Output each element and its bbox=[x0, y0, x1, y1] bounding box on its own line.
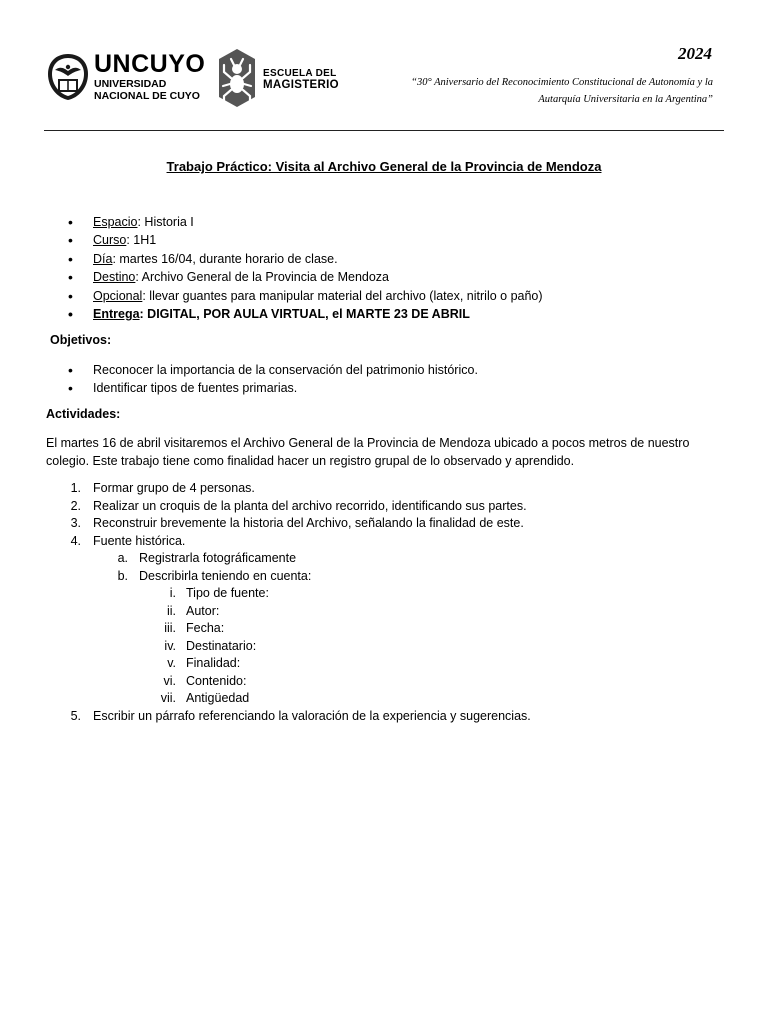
activity-number: 5. bbox=[70, 708, 81, 723]
objetivo-item: • Reconocer la importancia de la conservación del patrimonio histórico. bbox=[46, 361, 478, 379]
activity-number: iii. bbox=[164, 621, 176, 635]
info-value: : 1H1 bbox=[126, 233, 157, 248]
activity-item bbox=[46, 708, 726, 726]
activity-item bbox=[46, 638, 726, 656]
info-item-curso bbox=[46, 231, 726, 249]
activity-number: vi. bbox=[163, 673, 176, 688]
activity-item bbox=[46, 515, 726, 533]
activity-text: Autor: bbox=[186, 603, 220, 618]
activity-number: iv. bbox=[164, 638, 176, 653]
activities-list bbox=[46, 480, 726, 725]
objetivos-heading: Objetivos: bbox=[50, 333, 112, 347]
activity-text: Escribir un párrafo referenciando la valoración de la experiencia y sugerencias. bbox=[93, 708, 531, 723]
activity-number: 2. bbox=[70, 498, 81, 513]
objetivos-list bbox=[46, 361, 478, 398]
activity-item bbox=[46, 498, 726, 516]
info-key: Destino bbox=[93, 270, 136, 285]
info-value: : martes 16/04, durante horario de clase. bbox=[112, 251, 338, 266]
info-value: : Historia I bbox=[137, 215, 194, 229]
activity-item bbox=[46, 620, 726, 638]
uncuyo-logo bbox=[46, 52, 216, 104]
activity-text: Destinatario: bbox=[186, 638, 257, 653]
anniversary-line-1: “30° Aniversario del Reconocimiento Constitucional de Autonomía y la bbox=[411, 77, 713, 88]
info-item-espacio bbox=[46, 213, 726, 231]
info-item-opcional bbox=[46, 287, 726, 305]
activity-text: Fuente histórica. bbox=[93, 533, 186, 548]
activity-item bbox=[46, 568, 726, 586]
activity-text: Contenido: bbox=[186, 673, 247, 688]
activity-text: Fecha: bbox=[186, 621, 225, 635]
escuela-line-1: ESCUELA DEL bbox=[263, 68, 337, 79]
activity-number: 3. bbox=[70, 516, 81, 530]
uncuyo-seal-icon bbox=[46, 52, 90, 102]
intro-line-2: colegio. Este trabajo tiene como finalidad hacer un registro grupal de lo observado y aprendido. bbox=[46, 454, 575, 469]
info-list bbox=[46, 213, 726, 323]
activity-item bbox=[46, 480, 726, 498]
activity-number: vii. bbox=[160, 691, 176, 705]
info-key: Opcional bbox=[93, 288, 143, 303]
activity-item bbox=[46, 533, 726, 551]
activity-number: 4. bbox=[70, 533, 81, 548]
info-key: Entrega bbox=[93, 307, 140, 322]
intro-line-1: El martes 16 de abril visitaremos el Archivo General de la Provincia de Mendoza ubicado a pocos metros de nuestro bbox=[46, 436, 690, 450]
actividades-intro bbox=[46, 434, 726, 471]
year-label: 2024 bbox=[678, 44, 712, 63]
info-key: Día bbox=[93, 251, 113, 266]
info-key: Espacio bbox=[93, 215, 138, 229]
info-item-destino bbox=[46, 268, 726, 286]
activity-item bbox=[46, 655, 726, 673]
spider-emblem-icon bbox=[218, 48, 256, 108]
uncuyo-sub-line-1: UNIVERSIDAD bbox=[94, 78, 167, 90]
anniversary-motto bbox=[373, 74, 713, 108]
activity-number: 1. bbox=[70, 481, 81, 495]
actividades-heading: Actividades: bbox=[46, 407, 121, 421]
info-item-dia bbox=[46, 250, 726, 268]
activity-text: Describirla teniendo en cuenta: bbox=[139, 568, 312, 583]
activity-number: ii. bbox=[166, 603, 176, 618]
header-divider bbox=[44, 130, 724, 131]
uncuyo-wordmark: UNCUYO bbox=[94, 50, 206, 78]
info-value: : llevar guantes para manipular material del archivo (latex, nitrilo o paño) bbox=[142, 288, 543, 303]
activity-text: Reconstruir brevemente la historia del Archivo, señalando la finalidad de este. bbox=[93, 516, 524, 530]
escuela-logo bbox=[218, 48, 348, 108]
activity-number: v. bbox=[167, 656, 176, 670]
activity-text: Finalidad: bbox=[186, 656, 241, 670]
anniversary-line-2: Autarquía Universitaria en la Argentina” bbox=[538, 94, 713, 105]
activity-text: Tipo de fuente: bbox=[186, 586, 269, 600]
activity-text: Realizar un croquis de la planta del archivo recorrido, identificando sus partes. bbox=[93, 498, 527, 513]
activity-item bbox=[46, 690, 726, 708]
activity-text: Antigüedad bbox=[186, 691, 250, 705]
escuela-line-2: MAGISTERIO bbox=[263, 79, 339, 91]
document-title: Trabajo Práctico: Visita al Archivo General de la Provincia de Mendoza bbox=[166, 159, 602, 174]
uncuyo-sub-line-2: NACIONAL DE CUYO bbox=[94, 89, 200, 102]
info-value: : DIGITAL, POR AULA VIRTUAL, el MARTE 23 DE ABRIL bbox=[139, 307, 470, 322]
info-item-entrega bbox=[46, 305, 726, 323]
objetivo-item: • Identificar tipos de fuentes primarias. bbox=[46, 379, 478, 397]
activity-text: Registrarla fotográficamente bbox=[139, 551, 297, 565]
activity-item bbox=[46, 673, 726, 691]
activity-number: a. bbox=[117, 551, 128, 565]
activity-item bbox=[46, 550, 726, 568]
uncuyo-subtitle bbox=[94, 79, 200, 102]
activity-item bbox=[46, 603, 726, 621]
info-value: : Archivo General de la Provincia de Mendoza bbox=[135, 270, 390, 285]
activity-number: b. bbox=[117, 568, 128, 583]
activity-number: i. bbox=[169, 586, 176, 600]
info-key: Curso bbox=[93, 233, 127, 248]
activity-item bbox=[46, 585, 726, 603]
activity-text: Formar grupo de 4 personas. bbox=[93, 481, 255, 495]
